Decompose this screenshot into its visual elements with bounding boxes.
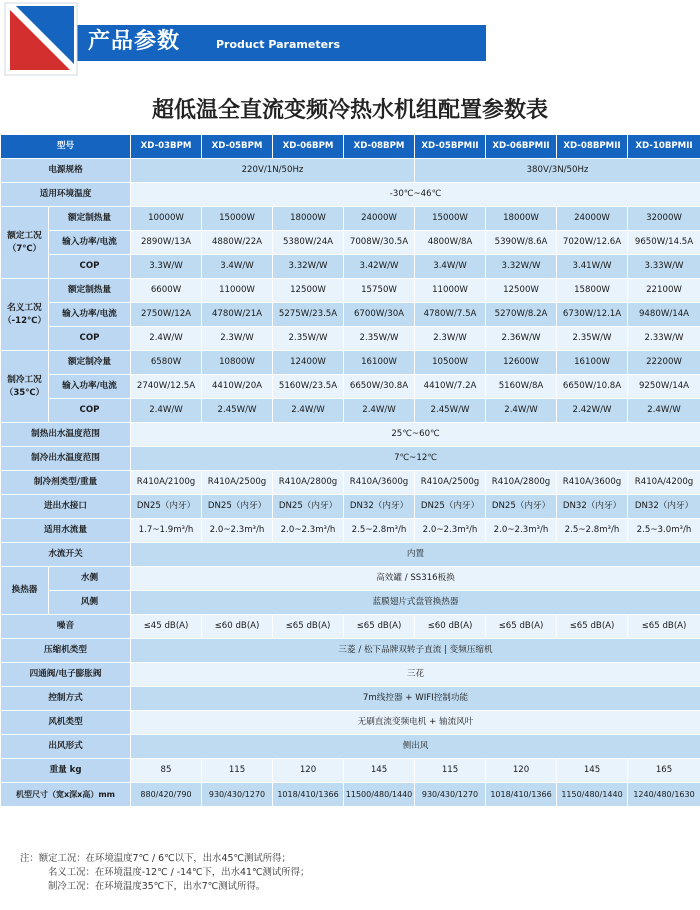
value-cell: R410A/2800g [273,471,344,495]
value-cell: 6650W/30.8A [344,375,415,399]
table-row [1,135,700,159]
value-cell: 7008W/30.5A [344,231,415,255]
value-cell: 220V/1N/50Hz [131,159,415,183]
table-row [1,159,700,183]
value-cell: R410A/2100g [131,471,202,495]
value-cell: 2.35W/W [344,327,415,351]
value-cell: 10500W [415,351,486,375]
value-cell: 蓝膜翅片式盘管换热器 [131,591,700,615]
value-cell: 6730W/12.1A [557,303,628,327]
value-cell: 9250W/14A [628,375,700,399]
value-cell: 4410W/7.2A [415,375,486,399]
value-cell: 15750W [344,279,415,303]
value-cell: 侧出风 [131,735,700,759]
table-row [1,471,700,495]
value-cell: 4410W/20A [202,375,273,399]
value-cell: R410A/2500g [202,471,273,495]
table-row [1,399,700,423]
row-label: 四通阀/电子膨胀阀 [1,663,131,687]
value-cell: 6700W/30A [344,303,415,327]
value-cell: 7℃~12℃ [131,447,700,471]
value-cell: DN25（内牙） [486,495,557,519]
value-cell: 10000W [131,207,202,231]
banner-title: 产品参数 [88,29,181,54]
value-cell: 6600W [131,279,202,303]
value-cell: 22100W [628,279,700,303]
row-label: 重量 kg [1,759,131,783]
row-label: 出风形式 [1,735,131,759]
value-cell: 15800W [557,279,628,303]
banner [0,0,700,78]
value-cell: 2.4W/W [344,399,415,423]
value-cell: 2.4W/W [131,327,202,351]
row-label: 风机类型 [1,711,131,735]
page-title: 超低温全直流变频冷热水机组配置参数表 [151,98,548,123]
value-cell: 12500W [273,279,344,303]
group-label: 名义工况 （-12℃） [1,279,49,351]
value-cell: 2.4W/W [273,399,344,423]
value-cell: 24000W [557,207,628,231]
table-row [1,303,700,327]
table-row [1,783,700,807]
value-cell: 120 [486,759,557,783]
group-label: 制冷工况 （35℃） [1,351,49,423]
row-label: 额定制热量 [49,279,131,303]
row-label: 风侧 [49,591,131,615]
value-cell: 2.0~2.3m³/h [202,519,273,543]
row-label: 机型尺寸（宽x深x高）mm [1,783,131,807]
value-cell: ≤65 dB(A) [486,615,557,639]
value-cell: 3.42W/W [344,255,415,279]
value-cell: 6650W/10.8A [557,375,628,399]
value-cell: 145 [557,759,628,783]
model-header: XD-06BPM [273,135,344,159]
value-cell: 25℃~60℃ [131,423,700,447]
value-cell: ≤45 dB(A) [131,615,202,639]
model-header: XD-06BPMII [486,135,557,159]
value-cell: 3.41W/W [557,255,628,279]
value-cell: 165 [628,759,700,783]
value-cell: 2.5~2.8m³/h [557,519,628,543]
value-cell: 2.4W/W [628,399,700,423]
table-row [1,207,700,231]
value-cell: 22200W [628,351,700,375]
value-cell: DN25（内牙） [415,495,486,519]
value-cell: 2.0~2.3m³/h [415,519,486,543]
row-label: 压缩机类型 [1,639,131,663]
value-cell: 2.45W/W [415,399,486,423]
row-label: 输入功率/电流 [49,231,131,255]
value-cell: 4780W/21A [202,303,273,327]
value-cell: 4800W/8A [415,231,486,255]
row-label: 适用水流量 [1,519,131,543]
value-cell: 18000W [486,207,557,231]
value-cell: 1018/410/1366 [486,783,557,807]
value-cell: ≤65 dB(A) [628,615,700,639]
value-cell: 120 [273,759,344,783]
value-cell: 2.45W/W [202,399,273,423]
value-cell: 3.4W/W [202,255,273,279]
value-cell: 2.33W/W [628,327,700,351]
value-cell: 1240/480/1630 [628,783,700,807]
value-cell: 12600W [486,351,557,375]
value-cell: 85 [131,759,202,783]
table-row [1,519,700,543]
row-label: 电源规格 [1,159,131,183]
spec-table [0,134,700,807]
note-line: 注：额定工况：在环境温度7℃ / 6℃以下，出水45℃测试所得； [20,853,291,864]
value-cell: 三花 [131,663,700,687]
value-cell: 9480W/14A [628,303,700,327]
value-cell: 12500W [486,279,557,303]
row-label: 噪音 [1,615,131,639]
table-row [1,255,700,279]
value-cell: 115 [415,759,486,783]
group-label: 换热器 [1,567,49,615]
value-cell: 380V/3N/50Hz [415,159,700,183]
value-cell: 1018/410/1366 [273,783,344,807]
value-cell: 5380W/24A [273,231,344,255]
value-cell: 18000W [273,207,344,231]
value-cell: 15000W [415,207,486,231]
model-header: XD-10BPMII [628,135,700,159]
table-row [1,567,700,591]
value-cell: 三菱 / 松下品牌双转子直流 | 变频压缩机 [131,639,700,663]
value-cell: 5160W/8A [486,375,557,399]
table-row [1,231,700,255]
value-cell: 16100W [557,351,628,375]
value-cell: 1.7~1.9m³/h [131,519,202,543]
value-cell: R410A/3600g [344,471,415,495]
table-row [1,495,700,519]
value-cell: 880/420/790 [131,783,202,807]
value-cell: 2740W/12.5A [131,375,202,399]
value-cell: DN32（内牙） [557,495,628,519]
value-cell: DN32（内牙） [628,495,700,519]
value-cell: 2.3W/W [202,327,273,351]
value-cell: 5160W/23.5A [273,375,344,399]
value-cell: 3.3W/W [131,255,202,279]
value-cell: 2.5~3.0m³/h [628,519,700,543]
value-cell: 3.33W/W [628,255,700,279]
value-cell: 930/430/1270 [202,783,273,807]
value-cell: 2.4W/W [131,399,202,423]
table-row [1,375,700,399]
value-cell: 11000W [415,279,486,303]
row-label: 额定制热量 [49,207,131,231]
value-cell: 3.32W/W [486,255,557,279]
row-label: COP [49,327,131,351]
value-cell: R410A/2500g [415,471,486,495]
value-cell: 内置 [131,543,700,567]
value-cell: 16100W [344,351,415,375]
value-cell: 10800W [202,351,273,375]
value-cell: 2.42W/W [557,399,628,423]
value-cell: 4780W/7.5A [415,303,486,327]
value-cell: 4880W/22A [202,231,273,255]
value-cell: DN25（内牙） [202,495,273,519]
row-label: 输入功率/电流 [49,303,131,327]
value-cell: 6580W [131,351,202,375]
value-cell: ≤65 dB(A) [344,615,415,639]
row-label: 额定制冷量 [49,351,131,375]
value-cell: 3.32W/W [273,255,344,279]
value-cell: 5270W/8.2A [486,303,557,327]
table-row [1,543,700,567]
table-row [1,687,700,711]
value-cell: R410A/4200g [628,471,700,495]
model-header: XD-08BPMII [557,135,628,159]
table-row [1,711,700,735]
notes [20,852,690,894]
table-row [1,735,700,759]
value-cell: ≤60 dB(A) [415,615,486,639]
value-cell: ≤65 dB(A) [273,615,344,639]
value-cell: ≤60 dB(A) [202,615,273,639]
row-label: 进出水接口 [1,495,131,519]
row-label: 适用环境温度 [1,183,131,207]
value-cell: 115 [202,759,273,783]
note-line: 名义工况：在环境温度-12℃ / -14℃下，出水41℃测试所得； [48,867,310,878]
value-cell: 2.35W/W [273,327,344,351]
table-row [1,423,700,447]
value-cell: 2.5~2.8m³/h [344,519,415,543]
header-label: 型号 [1,135,131,159]
brand-logo-icon [4,2,78,76]
row-label: 水侧 [49,567,131,591]
value-cell: 7020W/12.6A [557,231,628,255]
row-label: 水流开关 [1,543,131,567]
value-cell: ≤65 dB(A) [557,615,628,639]
note-line: 制冷工况：在环境温度35℃下，出水7℃测试所得。 [48,881,266,892]
value-cell: 2750W/12A [131,303,202,327]
banner-subtitle: Product Parameters [216,38,341,51]
value-cell: 930/430/1270 [415,783,486,807]
value-cell: DN25（内牙） [273,495,344,519]
table-row [1,663,700,687]
value-cell: 5390W/8.6A [486,231,557,255]
table-row [1,351,700,375]
row-label: COP [49,399,131,423]
value-cell: 2.3W/W [415,327,486,351]
value-cell: 32000W [628,207,700,231]
row-label: COP [49,255,131,279]
value-cell: 5275W/23.5A [273,303,344,327]
value-cell: 24000W [344,207,415,231]
table-row [1,279,700,303]
value-cell: 7m线控器 + WIFI控制功能 [131,687,700,711]
value-cell: 高效罐 / SS316板换 [131,567,700,591]
model-header: XD-05BPM [202,135,273,159]
group-label: 额定工况 （7℃） [1,207,49,279]
value-cell: 2.36W/W [486,327,557,351]
table-row [1,759,700,783]
row-label: 制热出水温度范围 [1,423,131,447]
value-cell: DN32（内牙） [344,495,415,519]
value-cell: 145 [344,759,415,783]
value-cell: 无刷直流变频电机 + 轴流风叶 [131,711,700,735]
value-cell: 2.0~2.3m³/h [486,519,557,543]
value-cell: DN25（内牙） [131,495,202,519]
row-label: 控制方式 [1,687,131,711]
row-label: 制冷出水温度范围 [1,447,131,471]
value-cell: 3.4W/W [415,255,486,279]
value-cell: 11000W [202,279,273,303]
value-cell: 9650W/14.5A [628,231,700,255]
value-cell: 11500/480/1440 [344,783,415,807]
table-row [1,639,700,663]
value-cell: 15000W [202,207,273,231]
row-label: 制冷剂类型/重量 [1,471,131,495]
value-cell: -30℃~46℃ [131,183,700,207]
value-cell: 1150/480/1440 [557,783,628,807]
value-cell: 2.4W/W [486,399,557,423]
value-cell: R410A/3600g [557,471,628,495]
model-header: XD-05BPMII [415,135,486,159]
table-row [1,447,700,471]
row-label: 输入功率/电流 [49,375,131,399]
model-header: XD-03BPM [131,135,202,159]
value-cell: 2890W/13A [131,231,202,255]
table-row [1,327,700,351]
value-cell: 12400W [273,351,344,375]
table-row [1,591,700,615]
value-cell: 2.35W/W [557,327,628,351]
value-cell: 2.0~2.3m³/h [273,519,344,543]
table-row [1,615,700,639]
model-header: XD-08BPM [344,135,415,159]
table-row [1,183,700,207]
value-cell: R410A/2800g [486,471,557,495]
